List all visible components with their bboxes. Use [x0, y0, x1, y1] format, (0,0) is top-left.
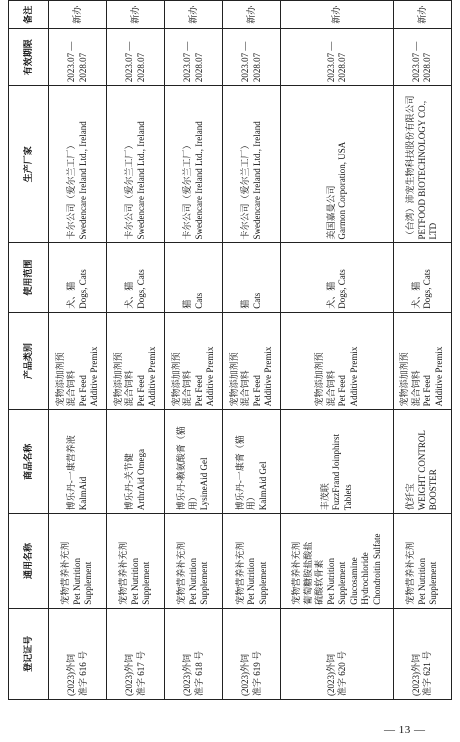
cell-line: 2023.07 —: [240, 41, 251, 83]
header-note: 备注: [9, 1, 49, 29]
cell-line: 卡尔公司（爱尔兰工厂）: [240, 140, 251, 240]
cell-line: Tablets: [342, 484, 353, 511]
cell-line: Pet Feed: [77, 375, 88, 407]
cell-line: Cats: [193, 292, 204, 309]
cell-line: 准字 616 号: [77, 650, 88, 696]
valid-period-cell: [49, 29, 107, 86]
table-row: [223, 1, 281, 700]
cell-line: Garmon Corporation, USA: [337, 141, 348, 240]
table-row: [393, 1, 451, 700]
valid-period-cell: [281, 29, 394, 86]
cell-line: 混合饲料: [66, 370, 77, 407]
category-cell: [165, 312, 223, 410]
cell-line: PETFOOD BIOTECHNOLOGY CO.,: [416, 100, 427, 240]
header-scope: 使用范围: [9, 243, 49, 312]
cell-line: 犬、猫: [325, 281, 336, 309]
cell-line: 卡尔公司（爱尔兰工厂）: [182, 140, 193, 240]
header-category: 产品类别: [9, 312, 49, 410]
cell-line: BOOSTER: [428, 469, 439, 511]
cell-line: Pet Nutrition: [416, 557, 427, 605]
cell-line: Pet Feed: [337, 375, 348, 407]
reg-number-cell: [107, 608, 165, 699]
note-cell: 新办: [165, 1, 223, 29]
cell-line: Swedencare Ireland Ltd., Ireland: [193, 121, 204, 240]
cell-line: 混合饲料: [182, 370, 193, 407]
cell-line: Pet Feed: [251, 375, 262, 407]
trade-name-cell: [49, 410, 107, 514]
cell-line: Dogs, Cats: [337, 269, 348, 309]
category-cell: [49, 312, 107, 410]
cell-line: Additive Premix: [348, 346, 359, 407]
cell-line: Dogs, Cats: [422, 269, 433, 309]
cell-line: Pet Feed: [135, 375, 146, 407]
cell-line: Chondroitin Sulfate: [371, 533, 382, 605]
maker-cell: [393, 86, 451, 243]
cell-line: Dogs, Cats: [135, 269, 146, 309]
cell-line: 2028.07: [77, 52, 88, 83]
header-maker: 生产厂家: [9, 86, 49, 243]
cell-line: 2023.07 —: [124, 41, 135, 83]
cell-line: 硫酸软骨素: [314, 559, 325, 605]
cell-line: 宠物营养补充剂: [405, 541, 416, 605]
cell-line: 宠物添加剂预: [399, 352, 410, 407]
header-generic: 通用名称: [9, 514, 49, 608]
cell-line: Supplement: [83, 561, 94, 605]
cell-line: Additive Premix: [263, 346, 274, 407]
table-row: [165, 1, 223, 700]
maker-cell: [49, 86, 107, 243]
table-row: [107, 1, 165, 700]
cell-line: Supplement: [428, 561, 439, 605]
cell-line: Pet Nutrition: [187, 557, 198, 605]
cell-line: 犬、猫: [124, 281, 135, 309]
maker-cell: [223, 86, 281, 243]
cell-line: 准字 618 号: [193, 650, 204, 696]
cell-line: Pet Feed: [193, 375, 204, 407]
cell-line: (2023)外饲: [325, 654, 336, 696]
page-number: — 13 —: [384, 724, 426, 736]
note-cell: 新办: [107, 1, 165, 29]
scope-cell: [49, 243, 107, 312]
header-valid: 有效期限: [9, 29, 49, 86]
cell-line: KalmAid Gel: [257, 461, 268, 511]
cell-line: (2023)外饲: [124, 654, 135, 696]
cell-line: 准字 619 号: [251, 650, 262, 696]
cell-line: 宠物添加剂预: [112, 352, 123, 407]
cell-line: 宠物营养补充剂: [291, 541, 302, 605]
cell-line: 博乐丹-一康膏（猫: [234, 435, 245, 511]
cell-line: Supplement: [337, 561, 348, 605]
generic-name-cell: [49, 514, 107, 608]
cell-line: KalmAid: [77, 476, 88, 511]
note-cell: 新办: [393, 1, 451, 29]
cell-line: 2028.07: [135, 52, 146, 83]
cell-line: 2028.07: [422, 52, 433, 83]
cell-line: 宠物添加剂预: [170, 352, 181, 407]
trade-name-cell: [165, 410, 223, 514]
scope-cell: [393, 243, 451, 312]
valid-period-cell: [393, 29, 451, 86]
cell-line: 宠物添加剂预: [54, 352, 65, 407]
cell-line: 卡尔公司（爱尔兰工厂）: [124, 140, 135, 240]
cell-line: 混合饲料: [325, 370, 336, 407]
registration-table: [8, 0, 452, 700]
cell-line: 准字 617 号: [135, 650, 146, 696]
cell-line: 2028.07: [337, 52, 348, 83]
cell-line: Supplement: [199, 561, 210, 605]
scope-cell: [107, 243, 165, 312]
header-reg: 登记证号: [9, 608, 49, 699]
category-cell: [281, 312, 394, 410]
note-cell: 新办: [281, 1, 394, 29]
trade-name-cell: [223, 410, 281, 514]
cell-line: (2023)外饲: [240, 654, 251, 696]
cell-line: 宠物添加剂预: [314, 352, 325, 407]
cell-line: Swedencare Ireland Ltd., Ireland: [77, 121, 88, 240]
note-cell: 新办: [49, 1, 107, 29]
cell-line: 宠物营养补充剂: [60, 541, 71, 605]
cell-line: Swedencare Ireland Ltd., Ireland: [135, 121, 146, 240]
cell-line: 犬、猫: [66, 281, 77, 309]
cell-line: Additive Premix: [89, 346, 100, 407]
maker-cell: [165, 86, 223, 243]
cell-line: 准字 621 号: [422, 650, 433, 696]
trade-name-cell: [107, 410, 165, 514]
cell-line: (2023)外饲: [66, 654, 77, 696]
header-row: [9, 1, 49, 700]
cell-line: 混合饲料: [124, 370, 135, 407]
cell-line: Additive Premix: [147, 346, 158, 407]
cell-line: WEIGHT CONTROL: [416, 430, 427, 511]
cell-line: Pet Nutrition: [129, 557, 140, 605]
cell-line: 宠物添加剂预: [228, 352, 239, 407]
category-cell: [107, 312, 165, 410]
generic-name-cell: [107, 514, 165, 608]
cell-line: LysineAid Gel: [199, 457, 210, 511]
cell-line: 2028.07: [193, 52, 204, 83]
maker-cell: [107, 86, 165, 243]
cell-line: Additive Premix: [205, 346, 216, 407]
maker-cell: [281, 86, 394, 243]
cell-line: 犬、猫: [410, 281, 421, 309]
cell-line: 2023.07 —: [66, 41, 77, 83]
reg-number-cell: [223, 608, 281, 699]
cell-line: 博乐丹-赖氨酸膏（猫: [176, 426, 187, 511]
scope-cell: [165, 243, 223, 312]
category-cell: [393, 312, 451, 410]
header-trade: 商品名称: [9, 410, 49, 514]
cell-line: 用）: [246, 492, 257, 511]
generic-name-cell: [223, 514, 281, 608]
cell-line: Supplement: [257, 561, 268, 605]
cell-line: Pet Nutrition: [246, 557, 257, 605]
reg-number-cell: [281, 608, 394, 699]
note-cell: 新办: [223, 1, 281, 29]
cell-line: 宠物营养补充剂: [176, 541, 187, 605]
cell-line: 宠物营养补充剂: [118, 541, 129, 605]
reg-number-cell: [165, 608, 223, 699]
cell-line: 美国嘉曼公司: [325, 185, 336, 240]
valid-period-cell: [107, 29, 165, 86]
cell-line: Pet Nutrition: [325, 557, 336, 605]
cell-line: Swedencare Ireland Ltd., Ireland: [251, 121, 262, 240]
reg-number-cell: [49, 608, 107, 699]
cell-line: 卡尔公司（爱尔兰工厂）: [66, 140, 77, 240]
reg-number-cell: [393, 608, 451, 699]
table-row: [281, 1, 394, 700]
cell-line: （台湾）沛宠生物科技股份有限公司: [405, 95, 416, 240]
category-cell: [223, 312, 281, 410]
cell-line: 2023.07 —: [410, 41, 421, 83]
cell-line: Additive Premix: [433, 346, 444, 407]
cell-line: 混合饲料: [240, 370, 251, 407]
cell-line: Glucosamine: [348, 557, 359, 605]
cell-line: Hydrochloride: [360, 552, 371, 605]
generic-name-cell: [393, 514, 451, 608]
cell-line: 博乐丹-关节健: [124, 453, 135, 511]
cell-line: 葡萄糖胺盐酸盐: [302, 541, 313, 605]
cell-line: 博乐丹-一康营养液: [66, 435, 77, 511]
cell-line: 丰茂联: [319, 483, 330, 511]
trade-name-cell: [281, 410, 394, 514]
cell-line: 混合饲料: [410, 370, 421, 407]
cell-line: 准字 620 号: [337, 650, 348, 696]
cell-line: 猫: [240, 299, 251, 309]
generic-name-cell: [165, 514, 223, 608]
cell-line: 宠物营养补充剂: [234, 541, 245, 605]
cell-line: 猫: [182, 299, 193, 309]
scope-cell: [281, 243, 394, 312]
cell-line: 用）: [187, 492, 198, 511]
cell-line: LTD: [428, 222, 439, 240]
cell-line: 优纤宝: [405, 483, 416, 511]
cell-line: Cats: [251, 292, 262, 309]
cell-line: Supplement: [141, 561, 152, 605]
cell-line: Pet Nutrition: [71, 557, 82, 605]
cell-line: Dogs, Cats: [77, 269, 88, 309]
generic-name-cell: [281, 514, 394, 608]
trade-name-cell: [393, 410, 451, 514]
scope-cell: [223, 243, 281, 312]
valid-period-cell: [223, 29, 281, 86]
cell-line: 2023.07 —: [325, 41, 336, 83]
valid-period-cell: [165, 29, 223, 86]
cell-line: FuzzFrand Joinphirst: [331, 434, 342, 511]
cell-line: (2023)外饲: [182, 654, 193, 696]
cell-line: 2023.07 —: [182, 41, 193, 83]
cell-line: ArthrAid Omega: [135, 449, 146, 511]
table-row: [49, 1, 107, 700]
cell-line: Pet Feed: [422, 375, 433, 407]
cell-line: 2028.07: [251, 52, 262, 83]
cell-line: (2023)外饲: [410, 654, 421, 696]
